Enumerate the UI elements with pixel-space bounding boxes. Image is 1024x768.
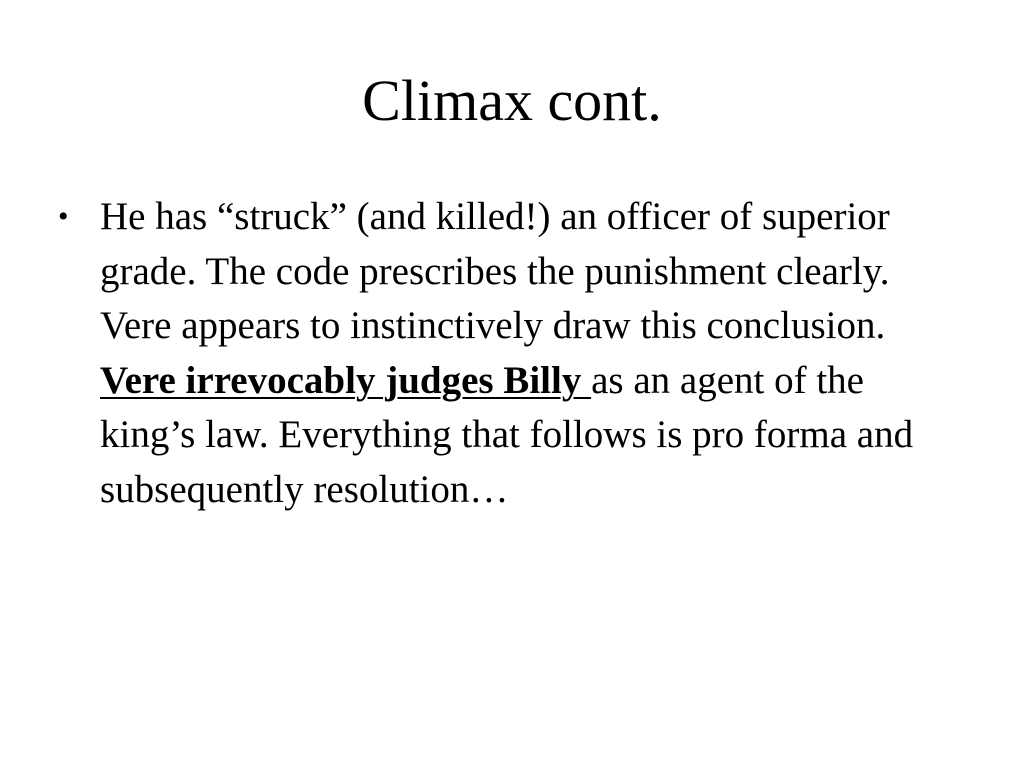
bullet-text-after: as an agent of the king’s law. Everything that follows is pro forma and subsequently resolution… xyxy=(100,358,914,511)
bullet-icon: • xyxy=(58,200,69,233)
bullet-text-before: He has “struck” (and killed!) an officer of superior grade. The code prescribes the punishment clearly. Vere appears to instinctively draw this conclusion. xyxy=(100,195,890,347)
bullet-item xyxy=(58,190,938,517)
bullet-emphasis-text: Vere irrevocably judges Billy xyxy=(100,358,592,402)
bullet-list xyxy=(58,190,938,517)
slide-title: Climax cont. xyxy=(362,68,662,133)
